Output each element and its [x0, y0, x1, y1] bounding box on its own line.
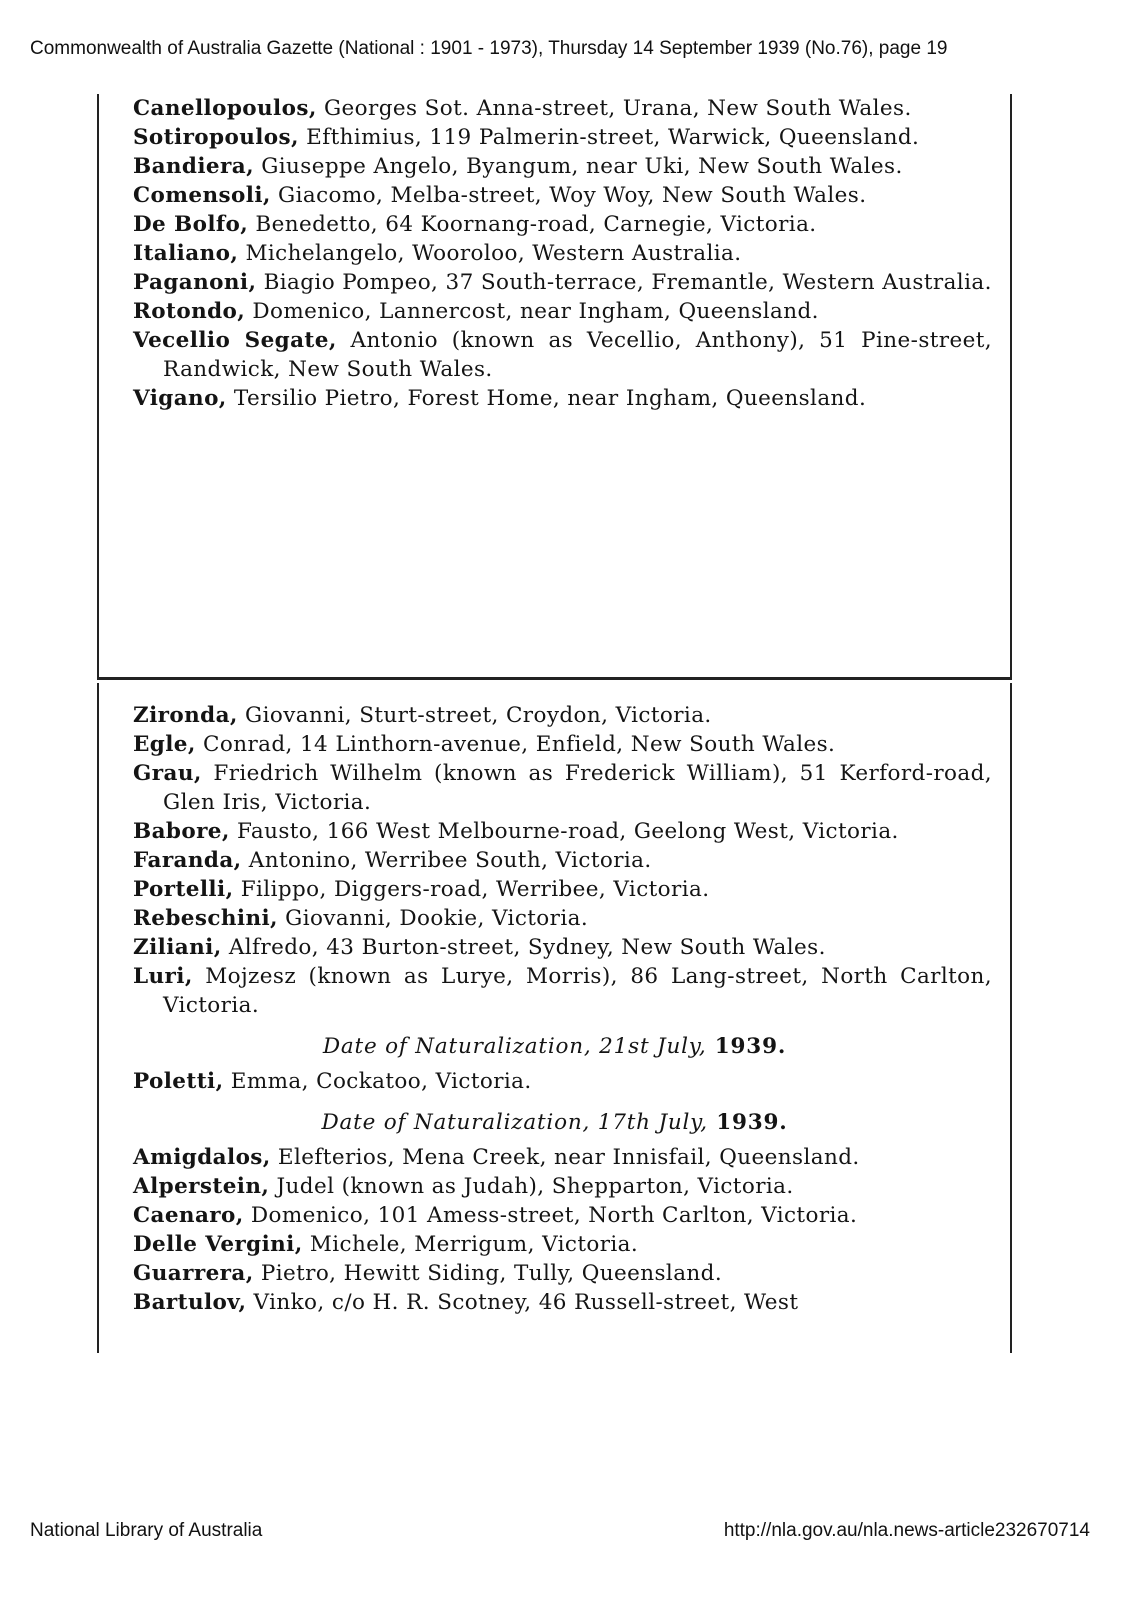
list-item: [133, 326, 992, 384]
entry-surname: De Bolfo,: [133, 212, 249, 237]
entry-surname: Poletti,: [133, 1069, 224, 1094]
section-heading-17th-july: [99, 1108, 1010, 1137]
entry-surname: Vecellio Segate,: [133, 328, 337, 353]
entry-details: Michele, Merrigum, Victoria.: [302, 1232, 639, 1257]
entry-details: Tersilio Pietro, Forest Home, near Ingham, Queensland.: [226, 386, 867, 411]
entry-surname: Grau,: [133, 761, 202, 786]
entry-details: Benedetto, 64 Koornang-road, Carnegie, Victoria.: [248, 212, 817, 237]
entry-surname: Rebeschini,: [133, 906, 278, 931]
entry-surname: Italiano,: [133, 241, 239, 266]
entry-surname: Portelli,: [133, 877, 234, 902]
entry-details: Mojzesz (known as Lurye, Morris), 86 Lang-street, North Carlton, Victoria.: [163, 964, 992, 1018]
entry-details: Filippo, Diggers-road, Werribee, Victoria.: [233, 877, 710, 902]
entry-details: Judel (known as Judah), Shepparton, Victoria.: [269, 1174, 794, 1199]
entry-surname: Canellopoulos,: [133, 96, 317, 121]
list-item: [133, 1230, 992, 1259]
entry-surname: Paganoni,: [133, 270, 257, 295]
list-item: [133, 846, 992, 875]
entry-surname: Ziliani,: [133, 935, 222, 960]
entry-details: Giacomo, Melba-street, Woy Woy, New South Wales.: [270, 183, 867, 208]
entry-details: Vinko, c/o H. R. Scotney, 46 Russell-street, West: [246, 1290, 799, 1315]
list-item: [133, 94, 992, 123]
entry-details: Conrad, 14 Linthorn-avenue, Enfield, New South Wales.: [195, 732, 836, 757]
list-item: [133, 730, 992, 759]
entry-details: Michelangelo, Wooroloo, Western Australia.: [238, 241, 742, 266]
naturalization-list-top: [99, 94, 1010, 413]
entry-surname: Delle Vergini,: [133, 1232, 303, 1257]
list-item: [133, 904, 992, 933]
article-clip-bottom: [97, 683, 1012, 1353]
section-heading-text: Date of Naturalization, 17th July,: [321, 1110, 708, 1135]
entry-surname: Comensoli,: [133, 183, 271, 208]
list-item: [133, 1288, 992, 1317]
footer-url[interactable]: http://nla.gov.au/nla.news-article232670714: [723, 1520, 1090, 1541]
list-item: [133, 1172, 992, 1201]
list-item: [133, 384, 992, 413]
entry-details: Giovanni, Dookie, Victoria.: [277, 906, 589, 931]
naturalization-list-b: [99, 1067, 1010, 1096]
entry-surname: Amigdalos,: [133, 1145, 271, 1170]
entry-details: Fausto, 166 West Melbourne-road, Geelong West, Victoria.: [229, 819, 899, 844]
naturalization-list-a: [99, 683, 1010, 1020]
entry-surname: Egle,: [133, 732, 196, 757]
entry-details: Efthimius, 119 Palmerin-street, Warwick, Queensland.: [298, 125, 920, 150]
entry-details: Antonio (known as Vecellio, Anthony), 51 Pine-street, Randwick, New South Wales.: [163, 328, 993, 382]
entry-surname: Rotondo,: [133, 299, 246, 324]
entry-details: Pietro, Hewitt Siding, Tully, Queensland.: [253, 1261, 723, 1286]
list-item: [133, 1067, 992, 1096]
list-item: [133, 962, 992, 1020]
list-item: [133, 817, 992, 846]
section-heading-21st-july: [99, 1032, 1010, 1061]
list-item: [133, 123, 992, 152]
article-clip-top: [97, 94, 1012, 680]
footer-publisher: National Library of Australia: [30, 1520, 263, 1541]
entry-details: Georges Sot. Anna-street, Urana, New South Wales.: [316, 96, 912, 121]
entry-surname: Alperstein,: [133, 1174, 270, 1199]
section-heading-year: 1939.: [706, 1034, 787, 1059]
page-header: Commonwealth of Australia Gazette (National : 1901 - 1973), Thursday 14 September 1939 (No.76), page 19: [30, 38, 948, 59]
list-item: [133, 210, 992, 239]
list-item: [133, 701, 992, 730]
list-item: [133, 1259, 992, 1288]
list-item: [133, 297, 992, 326]
entry-details: Biagio Pompeo, 37 South-terrace, Fremantle, Western Australia.: [256, 270, 992, 295]
entry-surname: Faranda,: [133, 848, 242, 873]
entry-surname: Caenaro,: [133, 1203, 244, 1228]
entry-surname: Sotiropoulos,: [133, 125, 299, 150]
list-item: [133, 875, 992, 904]
naturalization-list-c: [99, 1143, 1010, 1317]
entry-surname: Vigano,: [133, 386, 227, 411]
entry-details: Friedrich Wilhelm (known as Frederick William), 51 Kerford-road, Glen Iris, Victoria.: [163, 761, 992, 815]
list-item: [133, 239, 992, 268]
section-heading-text: Date of Naturalization, 21st July,: [322, 1034, 707, 1059]
entry-details: Emma, Cockatoo, Victoria.: [223, 1069, 532, 1094]
entry-surname: Guarrera,: [133, 1261, 254, 1286]
entry-surname: Bandiera,: [133, 154, 254, 179]
section-heading-year: 1939.: [707, 1110, 788, 1135]
list-item: [133, 759, 992, 817]
entry-details: Elefterios, Mena Creek, near Innisfail, Queensland.: [270, 1145, 860, 1170]
entry-details: Giuseppe Angelo, Byangum, near Uki, New South Wales.: [253, 154, 903, 179]
list-item: [133, 152, 992, 181]
entry-surname: Bartulov,: [133, 1290, 247, 1315]
entry-details: Domenico, 101 Amess-street, North Carlton, Victoria.: [243, 1203, 858, 1228]
list-item: [133, 1143, 992, 1172]
list-item: [133, 181, 992, 210]
entry-details: Antonino, Werribee South, Victoria.: [241, 848, 652, 873]
entry-surname: Zironda,: [133, 703, 238, 728]
entry-surname: Babore,: [133, 819, 230, 844]
entry-details: Giovanni, Sturt-street, Croydon, Victoria.: [237, 703, 712, 728]
entry-details: Domenico, Lannercost, near Ingham, Queensland.: [245, 299, 819, 324]
list-item: [133, 1201, 992, 1230]
list-item: [133, 933, 992, 962]
entry-surname: Luri,: [133, 964, 193, 989]
list-item: [133, 268, 992, 297]
entry-details: Alfredo, 43 Burton-street, Sydney, New South Wales.: [221, 935, 826, 960]
